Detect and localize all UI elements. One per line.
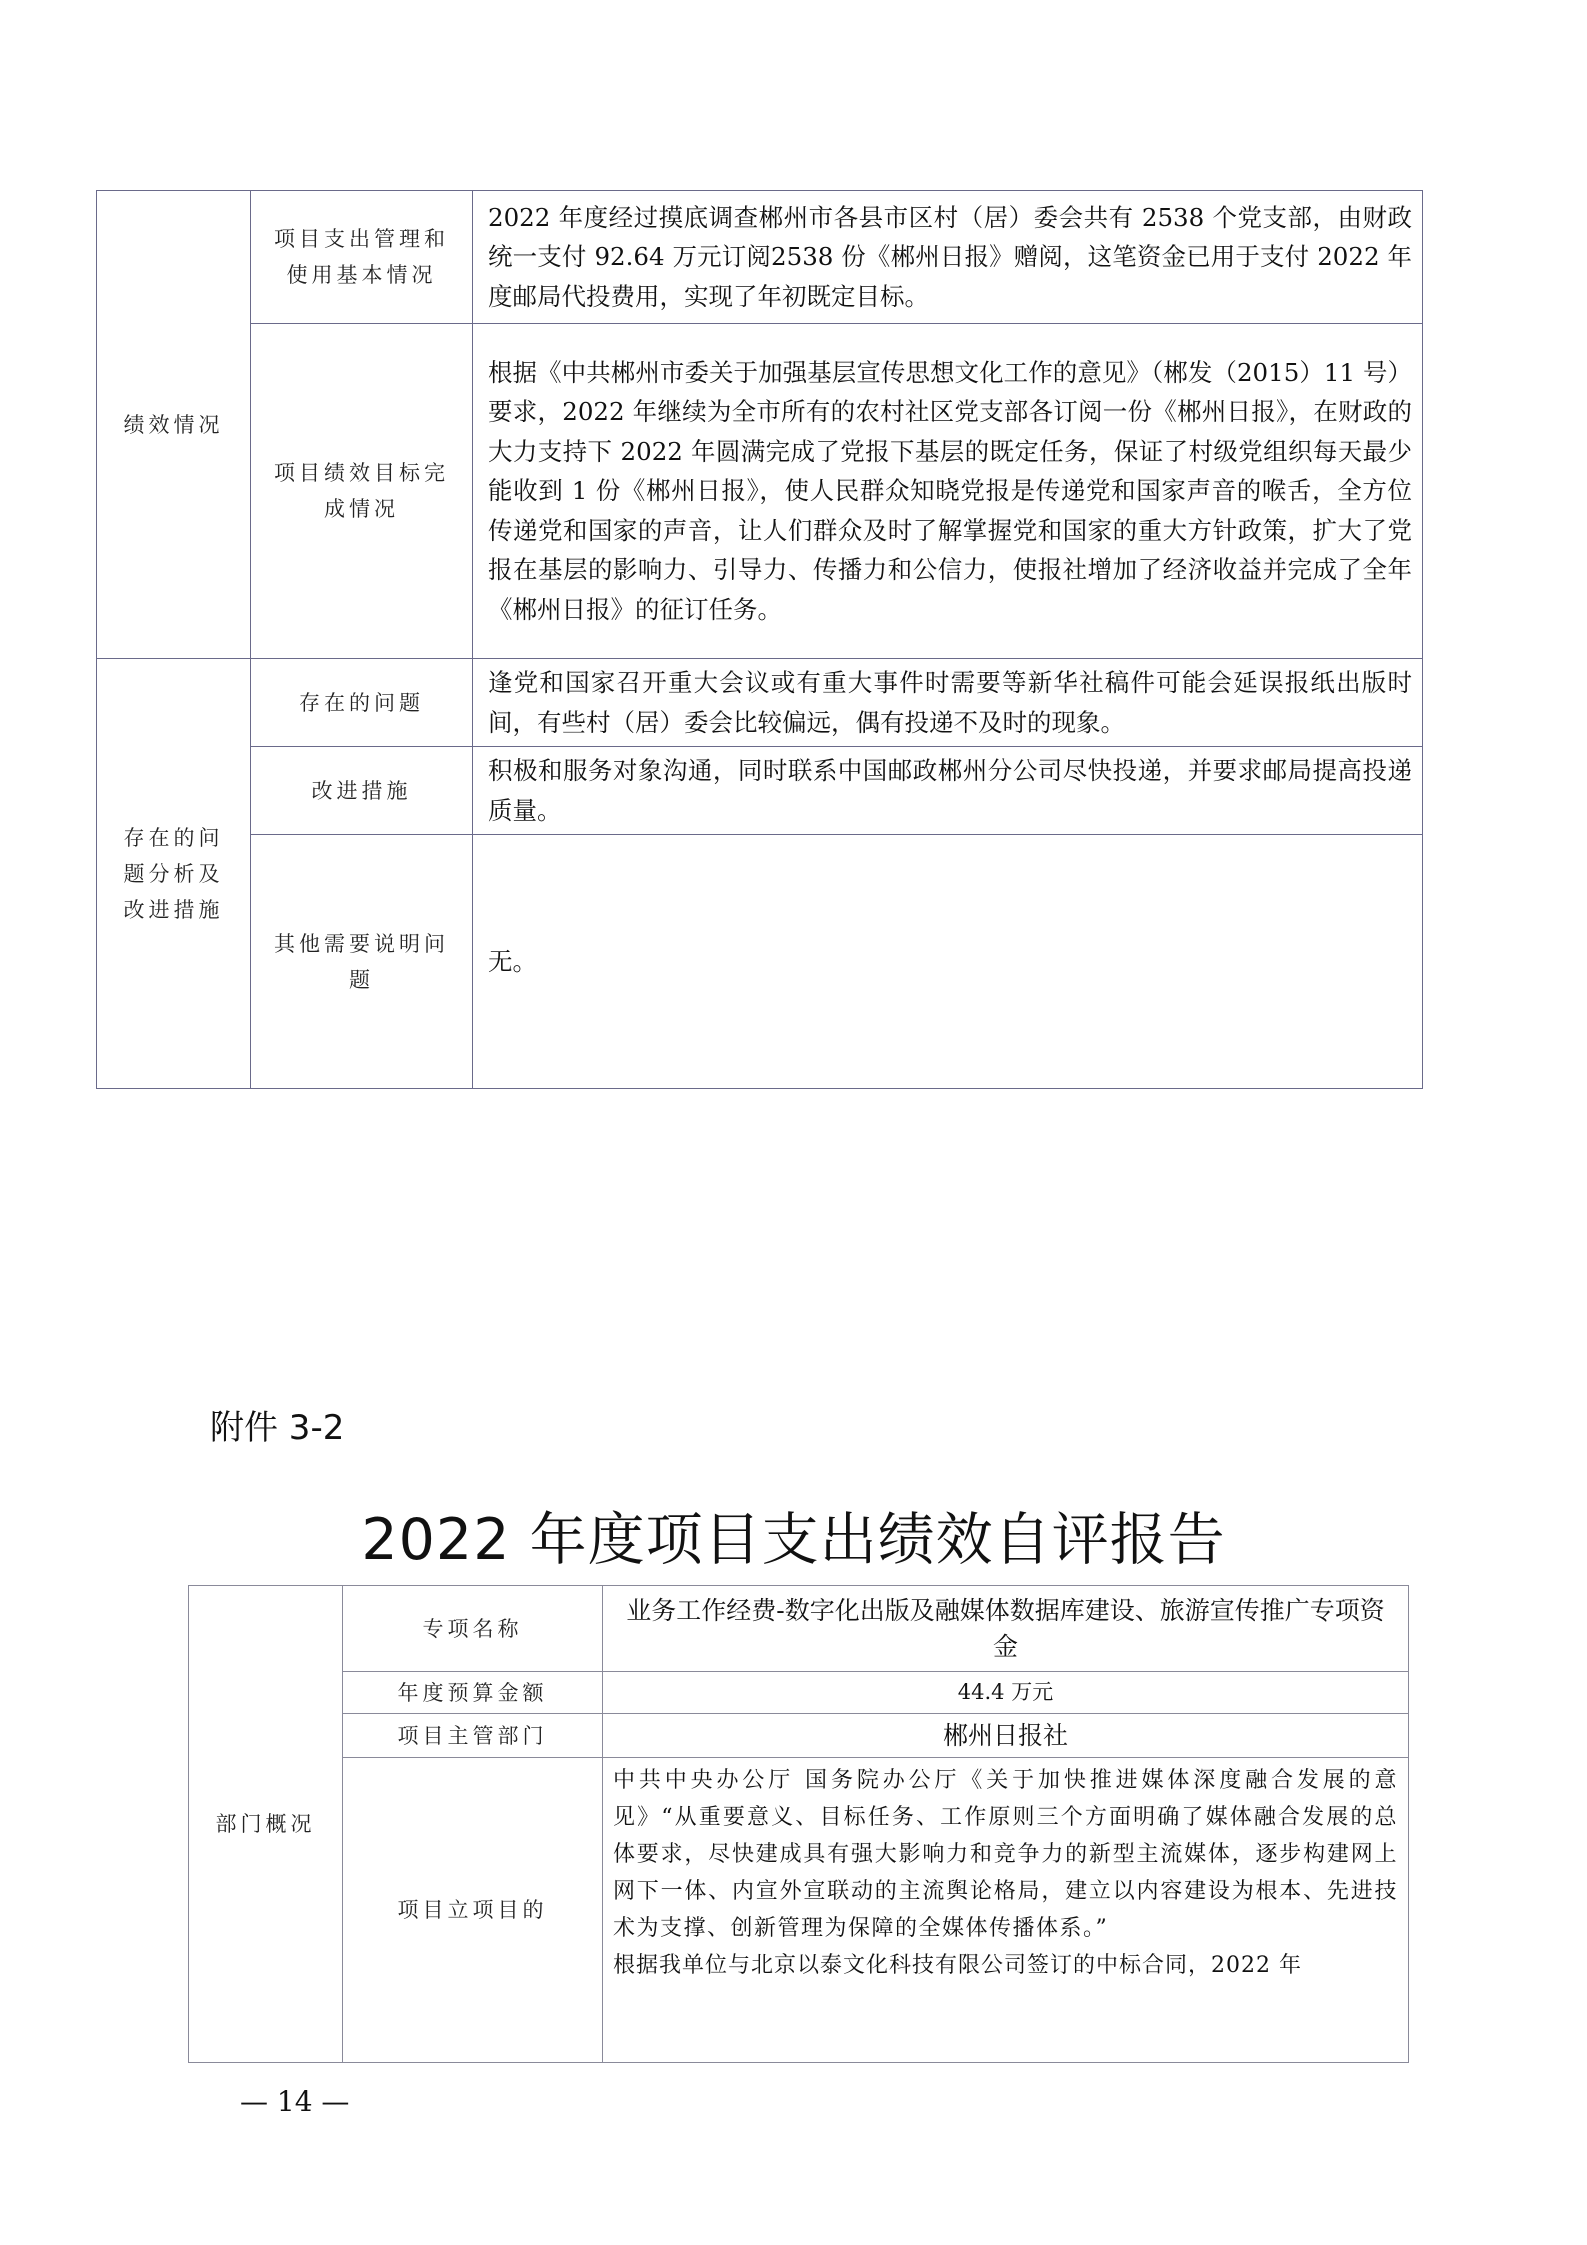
expense-management-text: 2022 年度经过摸底调查郴州市各县市区村（居）委会共有 2538 个党支部，由财政统一支付 92.64 万元订阅2538 份《郴州日报》赠阅，这笔资金已用于支付 2022 年度邮局代投费用，实现了年初既定目标。 [473, 191, 1423, 324]
section-performance-label: 绩效情况 [97, 191, 251, 659]
page-number: — 14 — [240, 2085, 350, 2118]
problems-text: 逢党和国家召开重大会议或有重大事件时需要等新华社稿件可能会延误报纸出版时间，有些村（居）委会比较偏远，偶有投递不及时的现象。 [473, 659, 1423, 747]
improvement-label: 改进措施 [251, 747, 473, 835]
supervisor-label: 项目主管部门 [343, 1714, 603, 1758]
goal-completion-text: 根据《中共郴州市委关于加强基层宣传思想文化工作的意见》（郴发（2015）11 号）要求，2022 年继续为全市所有的农村社区党支部各订阅一份《郴州日报》，在财政的大力支持下 2022 年圆满完成了党报下基层的既定任务，保证了村级党组织每天最少能收到 1 份《郴州日报》，使人民群众知晓党报是传递党和国家声音的喉舌，全方位传递党和国家的声音，让人们群众及时了解掌握党和国家的重大方针政策，扩大了党报在基层的影响力、引导力、传播力和公信力，使报社增加了经济收益并完成了全年《郴州日报》的征订任务。 [473, 324, 1423, 659]
section-problems-label: 存在的问题分析及改进措施 [97, 659, 251, 1089]
other-issues-label: 其他需要说明问题 [251, 835, 473, 1089]
other-issues-text: 无。 [473, 835, 1423, 1089]
section-department-label: 部门概况 [189, 1586, 343, 2063]
project-purpose-text-2: 根据我单位与北京以泰文化科技有限公司签订的中标合同，2022 年 [613, 1953, 1302, 1978]
project-purpose-label: 项目立项目的 [343, 1758, 603, 2063]
budget-label: 年度预算金额 [343, 1672, 603, 1714]
problems-label: 存在的问题 [251, 659, 473, 747]
report-title: 2022 年度项目支出绩效自评报告 [361, 1507, 1226, 1573]
project-purpose-text: 中共中央办公厅 国务院办公厅《关于加快推进媒体深度融合发展的意见》“从重要意义、目标任务、工作原则三个方面明确了媒体融合发展的总体要求，尽快建成具有强大影响力和竞争力的新型主流媒体，逐步构建网上网下一体、内宣外宣联动的主流舆论格局，建立以内容建设为根本、先进技术为支撑、创新管理为保障的全媒体传播体系。” [613, 1768, 1398, 1941]
project-name-label: 专项名称 [343, 1586, 603, 1672]
budget-text: 44.4 万元 [603, 1672, 1409, 1714]
expense-management-label: 项目支出管理和使用基本情况 [251, 191, 473, 324]
performance-table [96, 190, 1423, 1089]
improvement-text: 积极和服务对象沟通，同时联系中国邮政郴州分公司尽快投递，并要求邮局提高投递质量。 [473, 747, 1423, 835]
project-name-text: 业务工作经费-数字化出版及融媒体数据库建设、旅游宣传推广专项资金 [603, 1586, 1409, 1672]
department-overview-table [188, 1585, 1409, 2063]
goal-completion-label: 项目绩效目标完成情况 [251, 324, 473, 659]
attachment-label: 附件 3-2 [210, 1408, 345, 1448]
supervisor-text: 郴州日报社 [603, 1714, 1409, 1758]
